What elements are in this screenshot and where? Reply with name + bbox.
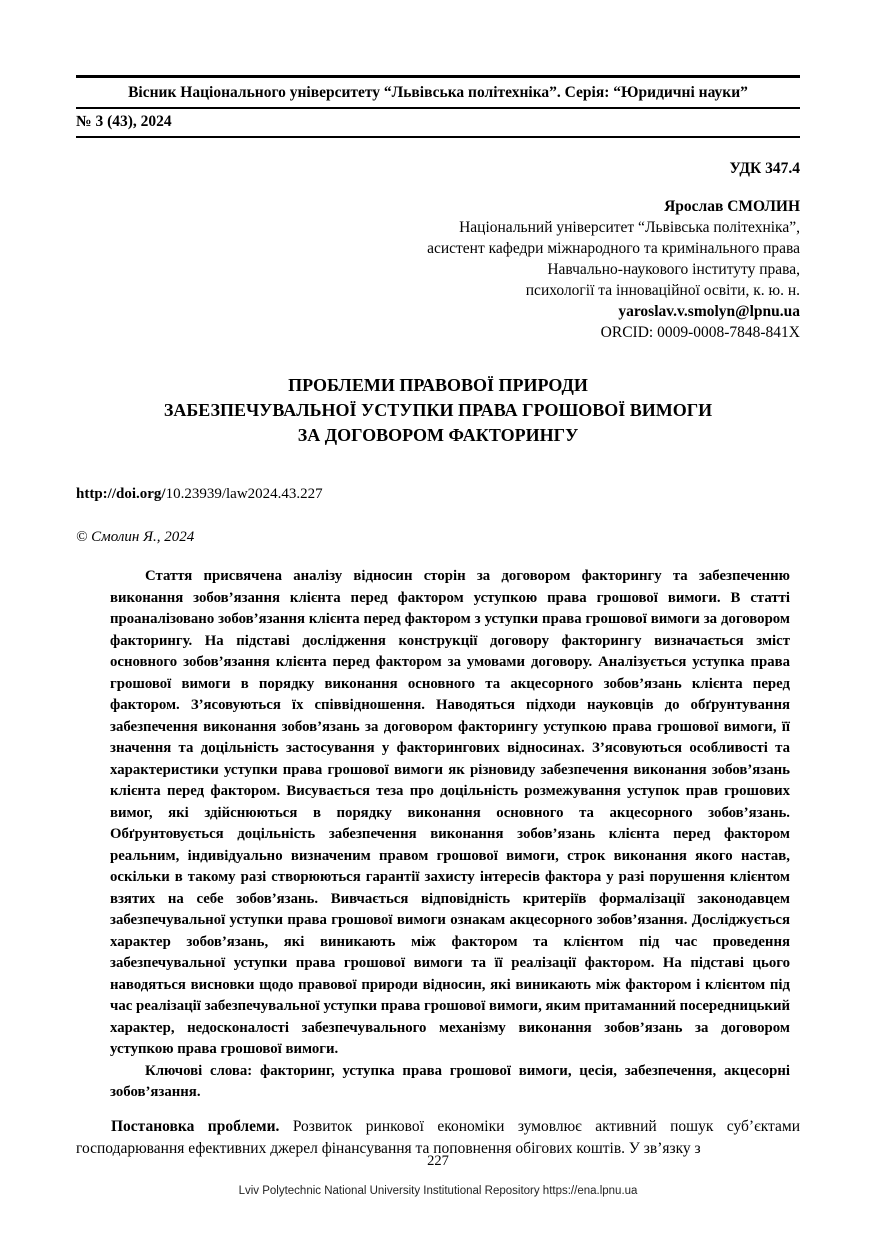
repository-footer-link[interactable]: Lviv Polytechnic National University Institutional Repository https://ena.lpnu.ua	[238, 1185, 638, 1197]
author-affiliation-line: асистент кафедри міжнародного та кримінального права	[427, 240, 800, 257]
author-email-link[interactable]: yaroslav.v.smolyn@lpnu.ua	[618, 303, 800, 320]
keywords-text: факторинг, уступка права грошової вимоги, цесія, забезпечення, акцесорні зобов’язання.	[110, 1062, 790, 1100]
abstract-section	[110, 566, 790, 1104]
author-affiliation-line: Навчально-наукового інституту права,	[547, 261, 800, 278]
author-orcid: ORCID: 0009-0008-7848-841X	[600, 324, 800, 341]
author-affiliation-line: психології та інноваційної освіти, к. ю. н.	[525, 282, 800, 299]
doi-prefix: http://doi.org/	[76, 486, 166, 502]
article-title-line: ЗАБЕЗПЕЧУВАЛЬНОЇ УСТУПКИ ПРАВА ГРОШОВОЇ ВИМОГИ	[163, 400, 713, 420]
author-affiliation-line: Національний університет “Львівська політехніка”,	[459, 219, 800, 236]
keywords-label: Ключові слова:	[145, 1062, 253, 1079]
udc-code: УДК 347.4	[729, 160, 800, 177]
abstract-text: Стаття присвячена аналізу відносин сторін за договором факторингу та забезпеченню виконання зобов’язання клієнта перед фактором уступкою права грошової вимоги. В статті проаналізовано зобов’язання клієнта перед фактором з уступки права грошової вимоги за договором факторингу. На підставі дослідження конструкції договору факторингу визначається зміст основного зобов’язання клієнта перед фактором за умовами договору. Аналізується уступка права грошової вимоги в порядку виконання основного та акцесорного зобов’язань клієнта перед фактором. З’ясовуються їх співвідношення. Наводяться підходи науковців до обґрунтування забезпечення виконання зобов’язань за договором факторингу уступкою права грошової вимоги, її значення та доцільність застосування у факторингових відносинах. З’ясовуються особливості та характеристики уступки права грошової вимоги як різновиду забезпечення виконання зобов’язань клієнта перед фактором. Висувається теза про доцільність розмежування уступок прав грошових вимог, які здійснюються в порядку виконання основного та акцесорного зобов’язань. Обґрунтовується доцільність забезпечення виконання зобов’язань клієнта перед фактором реальним, індивідуально визначеним правом грошової вимоги, строк виконання якого настав, оскільки в такому разі створюються гарантії захисту інтересів фактора у разі порушення клієнтом взятих на себе зобов’язань. Вивчається відповідність критеріїв формалізації законодавцем забезпечувальної уступки права грошової вимоги ознакам акцесорного зобов’язання. Досліджується характер зобов’язань, які виникають між фактором та клієнтом під час проведення забезпечувальної уступки права грошової вимоги та її реалізації фактором. На підставі цього наводяться висновки щодо правової природи відносин, які виникають між фактором і клієнтом під час реалізації забезпечувальної уступки права грошової вимоги, яким притаманний посередницький характер, недосконалості забезпечувального механізму виконання зобов’язань за договором уступкою права грошової вимоги.	[110, 568, 790, 1057]
page-number: 227	[427, 1153, 449, 1169]
section-text: Розвиток ринкової економіки зумовлює активний пошук суб’єктами господарювання ефективних джерел фінансування та поповнення обігових коштів. У зв’язку з	[76, 1117, 800, 1157]
doi-link[interactable]	[76, 486, 800, 503]
copyright-notice: © Смолин Я., 2024	[76, 529, 195, 545]
keywords-paragraph	[110, 1061, 790, 1104]
section-heading: Постановка проблеми.	[111, 1117, 280, 1135]
journal-issue-number: № 3 (43), 2024	[76, 109, 800, 138]
doi-suffix: 10.23939/law2024.43.227	[165, 486, 323, 502]
journal-header	[76, 75, 800, 138]
article-title	[76, 373, 800, 448]
author-block	[76, 196, 800, 343]
journal-title: Вісник Національного університету “Львівська політехніка”. Серія: “Юридичні науки”	[76, 78, 800, 109]
article-title-line: ЗА ДОГОВОРОМ ФАКТОРИНГУ	[297, 425, 579, 445]
article-title-line: ПРОБЛЕМИ ПРАВОВОЇ ПРИРОДИ	[288, 375, 588, 395]
author-name: Ярослав СМОЛИН	[664, 198, 800, 215]
